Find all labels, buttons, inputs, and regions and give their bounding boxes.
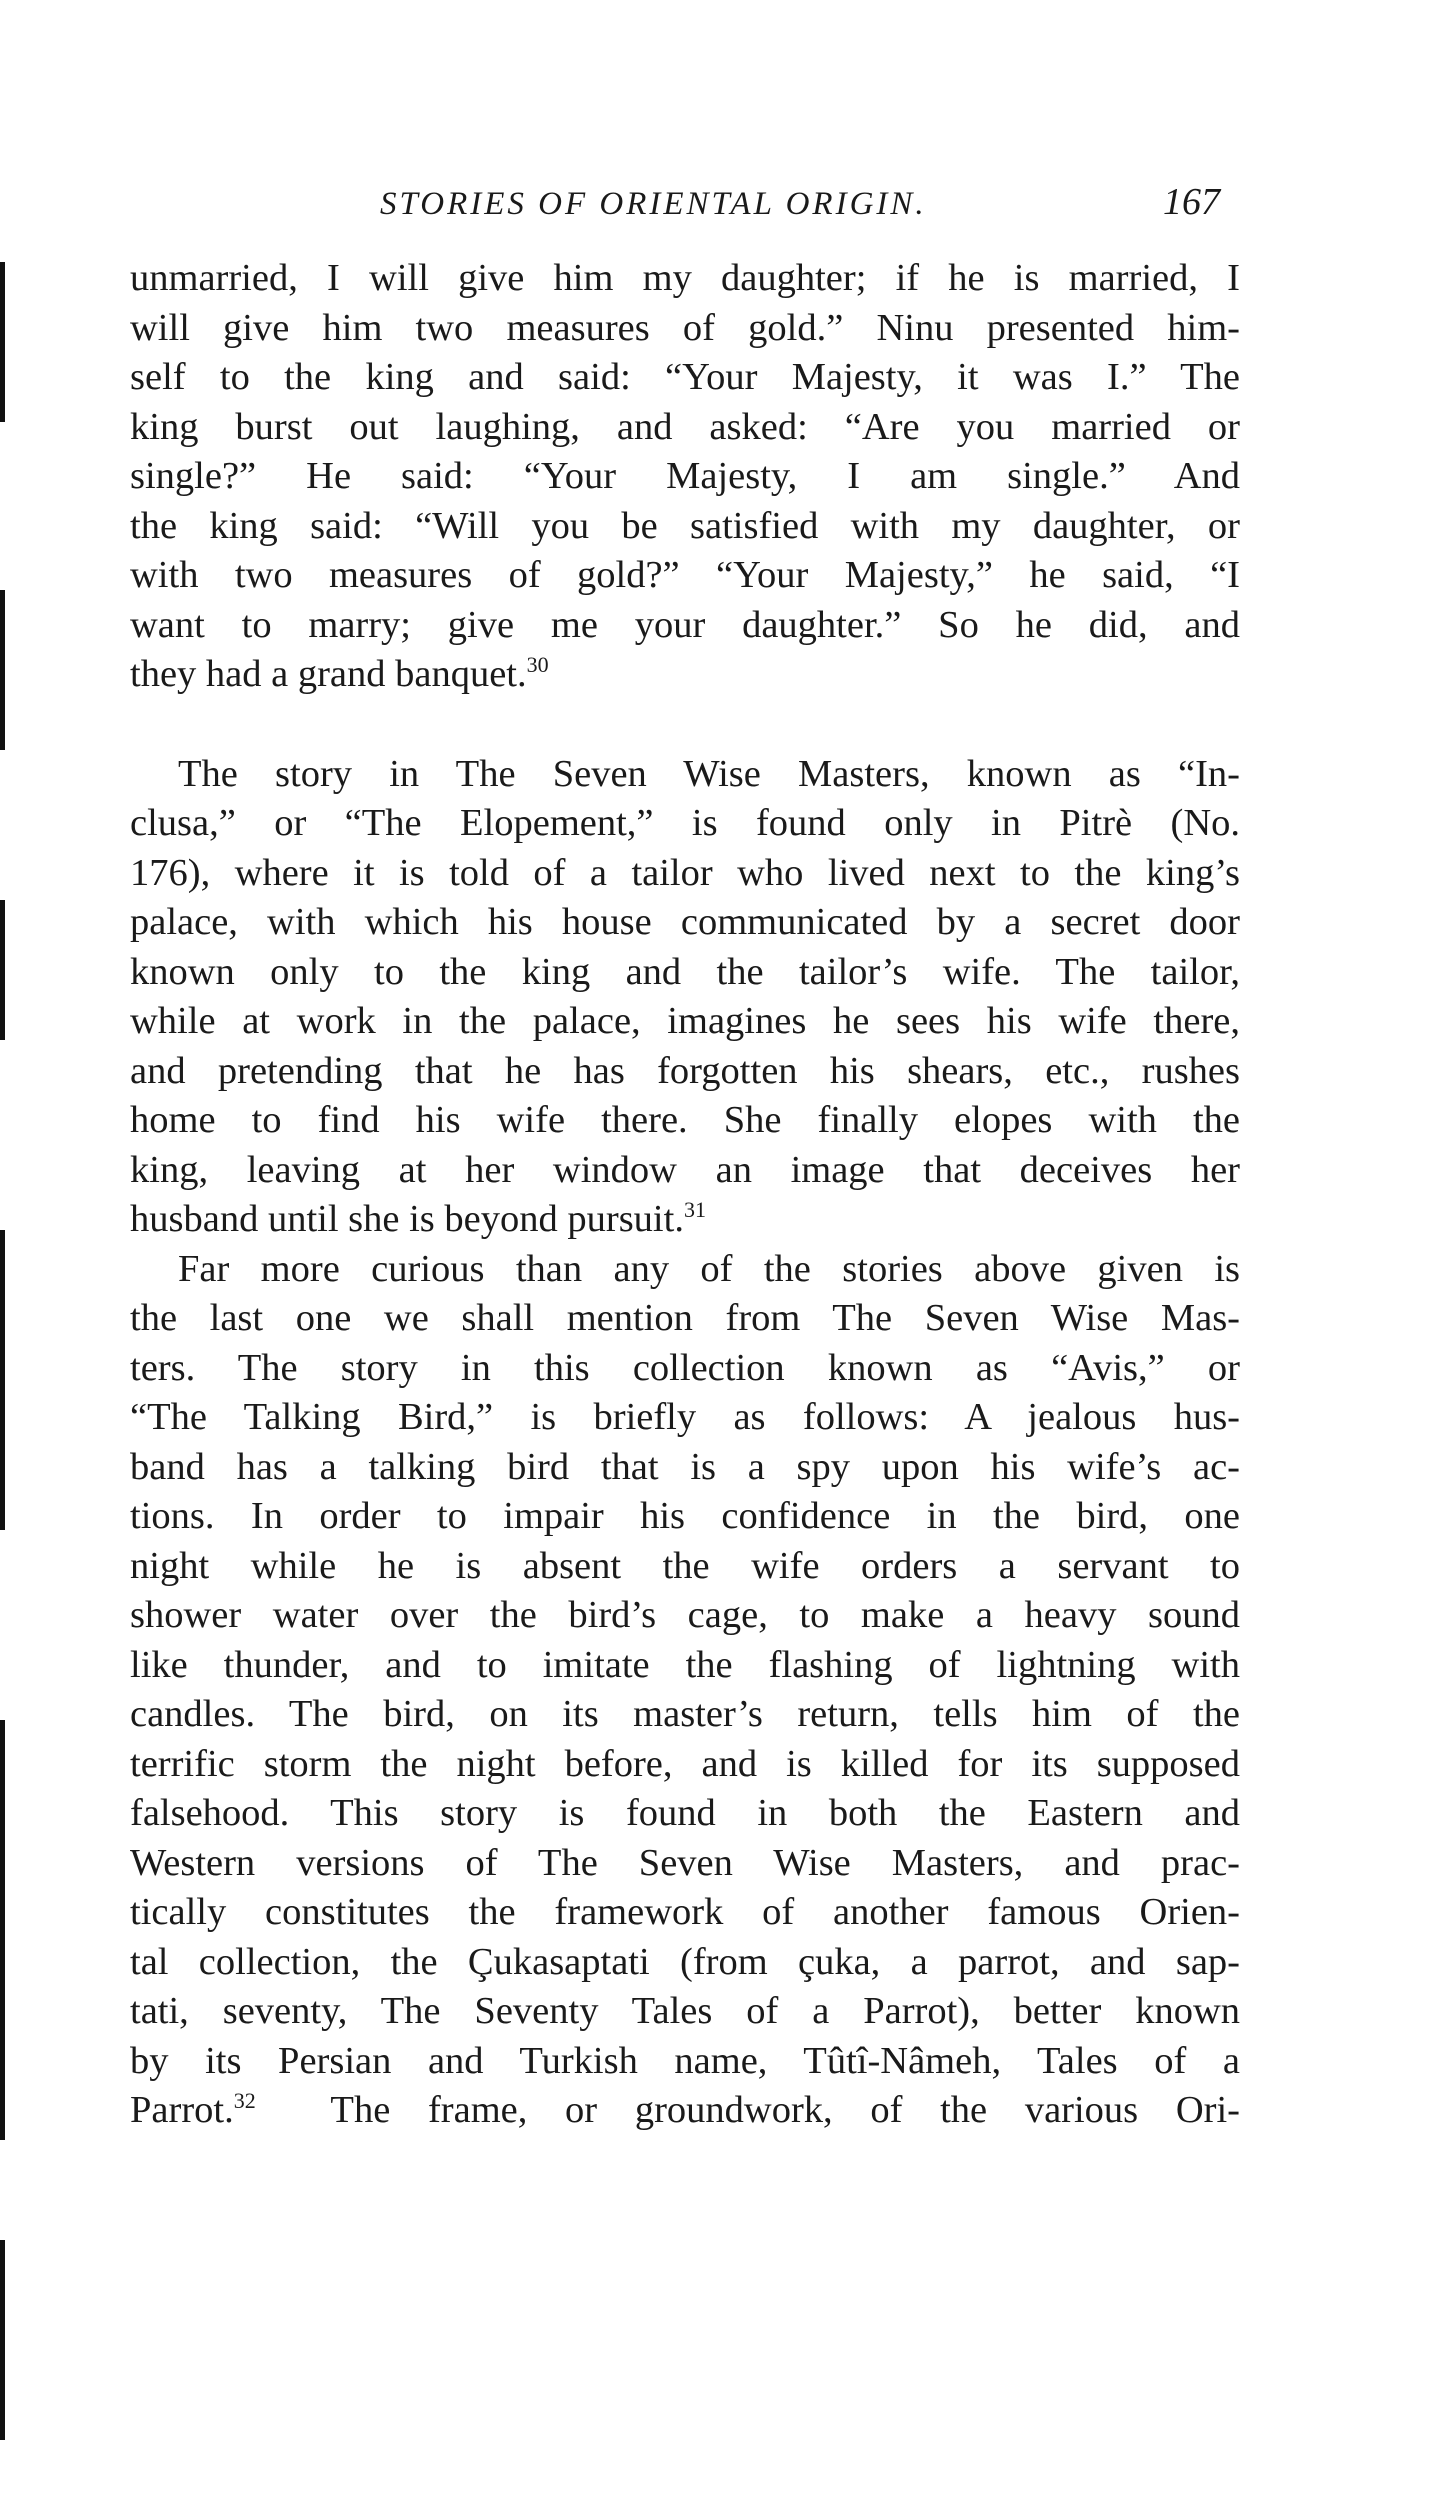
text-line: and pretending that he has forgotten his shears, etc., rushes — [130, 1049, 1240, 1092]
scan-margin-mark — [0, 590, 5, 750]
text-line: will give him two measures of gold.” Ninu presented him- — [130, 306, 1240, 349]
paragraph-3 — [130, 1245, 1240, 2136]
text-line: home to find his wife there. She finally elopes with the — [130, 1099, 1240, 1141]
scan-margin-mark — [0, 900, 5, 1040]
text-line: tically constitutes the framework of another famous Orien- — [130, 1891, 1240, 1933]
page-number: 167 — [1163, 181, 1220, 223]
scan-margin-mark — [0, 262, 5, 422]
text-line: “The Talking Bird,” is briefly as follows: A jealous hus- — [130, 1396, 1240, 1438]
text-line: unmarried, I will give him my daughter; if he is married, I — [130, 257, 1240, 299]
text-line: king burst out laughing, and asked: “Are you married or — [130, 405, 1240, 448]
running-head — [130, 180, 1240, 240]
text-line — [130, 2086, 1240, 2136]
paragraph-2 — [130, 750, 1240, 1245]
footnote-ref: 30 — [526, 652, 549, 678]
text-line: single?” He said: “Your Majesty, I am single.” And — [130, 455, 1240, 497]
text-line: tions. In order to impair his confidence in the bird, one — [130, 1495, 1240, 1537]
text-line: The story in The Seven Wise Masters, known as “In- — [178, 752, 1240, 795]
line-text: they had a grand banquet. — [130, 653, 527, 695]
text-line: Far more curious than any of the stories above given is — [178, 1247, 1240, 1290]
text-line: night while he is absent the wife orders a servant to — [130, 1544, 1240, 1587]
text-line: tati, seventy, The Seventy Tales of a Parrot), better known — [130, 1990, 1240, 2032]
text-line: Western versions of The Seven Wise Masters, and prac- — [130, 1841, 1240, 1884]
text-line — [130, 650, 1240, 700]
line-text: Parrot. — [130, 2089, 234, 2131]
book-page — [130, 180, 1240, 2136]
text-line: like thunder, and to imitate the flashing of lightning with — [130, 1643, 1240, 1686]
text-line: the last one we shall mention from The Seven Wise Mas- — [130, 1297, 1240, 1339]
line-text: The frame, or groundwork, of the various Ori- — [330, 2089, 1240, 2131]
line-text: husband until she is beyond pursuit. — [130, 1198, 684, 1240]
text-line: known only to the king and the tailor’s wife. The tailor, — [130, 950, 1240, 993]
text-line: by its Persian and Turkish name, Tûtî-Nâmeh, Tales of a — [130, 2039, 1240, 2082]
footnote-ref: 31 — [683, 1197, 706, 1223]
text-line: candles. The bird, on its master’s return, tells him of the — [130, 1693, 1240, 1735]
text-line: 176), where it is told of a tailor who lived next to the king’s — [130, 851, 1240, 894]
text-line: tal collection, the Çukasaptati (from çuka, a parrot, and sap- — [130, 1940, 1240, 1983]
text-line — [130, 1195, 1240, 1245]
paragraph-1 — [130, 254, 1240, 700]
text-line: want to marry; give me your daughter.” So he did, and — [130, 603, 1240, 646]
scan-margin-mark — [0, 2240, 5, 2440]
text-line: the king said: “Will you be satisfied with my daughter, or — [130, 504, 1240, 547]
text-line: falsehood. This story is found in both the Eastern and — [130, 1792, 1240, 1834]
text-line: clusa,” or “The Elopement,” is found only in Pitrè (No. — [130, 802, 1240, 844]
footnote-ref: 32 — [233, 2088, 256, 2114]
text-line: terrific storm the night before, and is killed for its supposed — [130, 1742, 1240, 1785]
text-line: king, leaving at her window an image that deceives her — [130, 1148, 1240, 1191]
text-line: while at work in the palace, imagines he sees his wife there, — [130, 1000, 1240, 1042]
text-line: with two measures of gold?” “Your Majesty,” he said, “I — [130, 554, 1240, 596]
running-title: STORIES OF ORIENTAL ORIGIN. — [380, 186, 927, 222]
scan-margin-mark — [0, 1720, 5, 2140]
text-line: ters. The story in this collection known as “Avis,” or — [130, 1346, 1240, 1389]
text-line: shower water over the bird’s cage, to make a heavy sound — [130, 1594, 1240, 1636]
text-line: band has a talking bird that is a spy upon his wife’s ac- — [130, 1445, 1240, 1488]
scan-margin-mark — [0, 1230, 5, 1530]
text-line: palace, with which his house communicated by a secret door — [130, 901, 1240, 943]
text-line: self to the king and said: “Your Majesty, it was I.” The — [130, 356, 1240, 398]
